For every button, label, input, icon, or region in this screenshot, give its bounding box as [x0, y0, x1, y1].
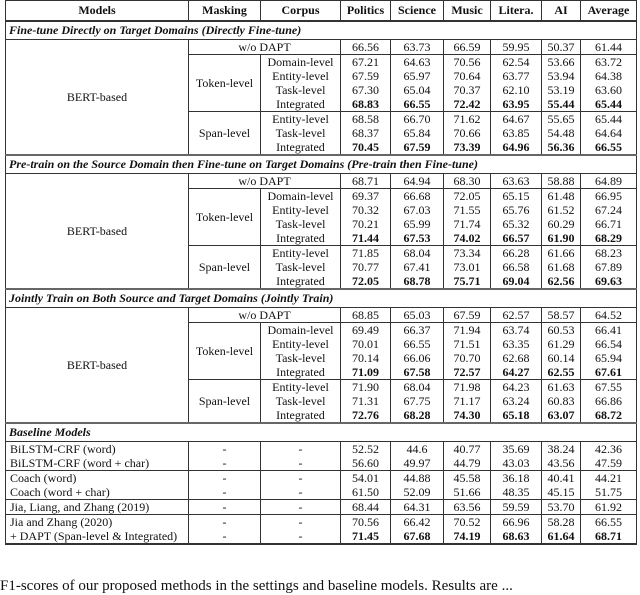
col-header-masking: Masking	[189, 1, 261, 22]
score-cell: 66.55	[581, 140, 637, 155]
score-cell: 68.71	[341, 174, 391, 189]
score-cell: 67.53	[391, 231, 444, 246]
score-cell: 65.84	[391, 126, 444, 140]
score-cell: 69.49	[341, 323, 391, 338]
section-header-row	[6, 289, 637, 308]
section-title: Baseline Models	[6, 423, 637, 442]
table-body	[6, 21, 637, 544]
score-cell: 65.03	[391, 308, 444, 323]
score-cell: 67.55	[581, 380, 637, 395]
score-cell: 63.72	[581, 55, 637, 70]
score-cell: 68.72	[581, 408, 637, 423]
baseline-model-name: Coach (word + char)	[6, 485, 189, 500]
baseline-model-name: Jia, Liang, and Zhang (2019)	[6, 500, 189, 515]
score-cell: 63.73	[391, 40, 444, 55]
masking-label: Span-level	[189, 380, 261, 424]
col-header-litera: Litera.	[491, 1, 542, 22]
score-cell: 66.96	[491, 515, 542, 530]
corpus-label: Entity-level	[261, 112, 341, 127]
score-cell: 65.44	[581, 97, 637, 112]
score-cell: 68.78	[391, 274, 444, 289]
section-header-row	[6, 155, 637, 174]
table-header-row	[6, 1, 637, 22]
score-cell: 47.59	[581, 456, 637, 471]
score-cell: 68.83	[341, 97, 391, 112]
col-header-science: Science	[391, 1, 444, 22]
table-row	[6, 40, 637, 55]
score-cell: 73.39	[444, 140, 491, 155]
score-cell: 58.28	[542, 515, 581, 530]
score-cell: 66.28	[491, 246, 542, 261]
section-header-row	[6, 21, 637, 40]
score-cell: 63.74	[491, 323, 542, 338]
score-cell: 69.63	[581, 274, 637, 289]
score-cell: 53.19	[542, 83, 581, 97]
score-cell: 56.36	[542, 140, 581, 155]
score-cell: 56.60	[341, 456, 391, 471]
score-cell: 67.89	[581, 260, 637, 274]
score-cell: 63.35	[491, 337, 542, 351]
score-cell: 48.35	[491, 485, 542, 500]
score-cell: 68.30	[444, 174, 491, 189]
table-row	[6, 174, 637, 189]
baseline-model-name: Jia and Zhang (2020)	[6, 515, 189, 530]
corpus-label: Integrated	[261, 408, 341, 423]
score-cell: 68.44	[341, 500, 391, 515]
score-cell: 68.37	[341, 126, 391, 140]
baseline-corpus: -	[261, 456, 341, 471]
score-cell: 71.45	[341, 529, 391, 544]
score-cell: 64.94	[391, 174, 444, 189]
score-cell: 69.04	[491, 274, 542, 289]
score-cell: 64.27	[491, 365, 542, 380]
score-cell: 64.38	[581, 69, 637, 83]
corpus-label: Entity-level	[261, 203, 341, 217]
caption-text: F1-scores of our proposed methods in the settings and baseline models. Results are ...	[0, 578, 513, 594]
baseline-corpus: -	[261, 471, 341, 486]
baseline-corpus: -	[261, 515, 341, 530]
model-name: BERT-based	[6, 308, 189, 424]
score-cell: 66.54	[581, 337, 637, 351]
col-header-music: Music	[444, 1, 491, 22]
score-cell: 72.57	[444, 365, 491, 380]
score-cell: 61.92	[581, 500, 637, 515]
score-cell: 65.32	[491, 217, 542, 231]
score-cell: 74.30	[444, 408, 491, 423]
score-cell: 70.56	[444, 55, 491, 70]
corpus-label: Task-level	[261, 126, 341, 140]
score-cell: 52.09	[391, 485, 444, 500]
score-cell: 64.89	[581, 174, 637, 189]
col-header-average: Average	[581, 1, 637, 22]
corpus-label: Domain-level	[261, 55, 341, 70]
score-cell: 67.59	[341, 69, 391, 83]
score-cell: 55.44	[542, 97, 581, 112]
score-cell: 68.85	[341, 308, 391, 323]
score-cell: 68.28	[391, 408, 444, 423]
score-cell: 64.31	[391, 500, 444, 515]
baseline-row	[6, 442, 637, 457]
score-cell: 58.57	[542, 308, 581, 323]
score-cell: 74.19	[444, 529, 491, 544]
score-cell: 71.09	[341, 365, 391, 380]
table-row	[6, 308, 637, 323]
score-cell: 65.44	[581, 112, 637, 127]
score-cell: 66.59	[444, 40, 491, 55]
score-cell: 65.99	[391, 217, 444, 231]
score-cell: 67.03	[391, 203, 444, 217]
score-cell: 66.71	[581, 217, 637, 231]
score-cell: 62.57	[491, 308, 542, 323]
score-cell: 66.37	[391, 323, 444, 338]
col-header-models: Models	[6, 1, 189, 22]
col-header-ai: AI	[542, 1, 581, 22]
masking-label: Token-level	[189, 189, 261, 246]
baseline-model-name: + DAPT (Span-level & Integrated)	[6, 529, 189, 544]
score-cell: 54.01	[341, 471, 391, 486]
score-cell: 35.69	[491, 442, 542, 457]
score-cell: 64.23	[491, 380, 542, 395]
score-cell: 67.59	[444, 308, 491, 323]
score-cell: 64.63	[391, 55, 444, 70]
score-cell: 63.56	[444, 500, 491, 515]
score-cell: 71.51	[444, 337, 491, 351]
corpus-label: Entity-level	[261, 69, 341, 83]
score-cell: 68.63	[491, 529, 542, 544]
score-cell: 66.56	[341, 40, 391, 55]
baseline-masking: -	[189, 500, 261, 515]
score-cell: 60.83	[542, 394, 581, 408]
score-cell: 67.68	[391, 529, 444, 544]
score-cell: 66.58	[491, 260, 542, 274]
baseline-row	[6, 471, 637, 486]
score-cell: 49.97	[391, 456, 444, 471]
baseline-masking: -	[189, 515, 261, 530]
score-cell: 53.70	[542, 500, 581, 515]
score-cell: 66.55	[391, 337, 444, 351]
score-cell: 73.01	[444, 260, 491, 274]
score-cell: 67.41	[391, 260, 444, 274]
corpus-label: Task-level	[261, 83, 341, 97]
corpus-label: Integrated	[261, 140, 341, 155]
score-cell: 68.71	[581, 529, 637, 544]
score-cell: 61.48	[542, 189, 581, 204]
score-cell: 61.44	[581, 40, 637, 55]
score-cell: 51.66	[444, 485, 491, 500]
score-cell: 63.85	[491, 126, 542, 140]
score-cell: 71.94	[444, 323, 491, 338]
score-cell: 38.24	[542, 442, 581, 457]
score-cell: 61.64	[542, 529, 581, 544]
score-cell: 50.37	[542, 40, 581, 55]
score-cell: 66.41	[581, 323, 637, 338]
score-cell: 45.58	[444, 471, 491, 486]
baseline-row	[6, 500, 637, 515]
score-cell: 66.42	[391, 515, 444, 530]
baseline-corpus: -	[261, 442, 341, 457]
score-cell: 40.77	[444, 442, 491, 457]
score-cell: 65.04	[391, 83, 444, 97]
score-cell: 66.70	[391, 112, 444, 127]
section-title: Pre-train on the Source Domain then Fine-tune on Target Domains (Pre-train then Fine-tune)	[6, 155, 637, 174]
score-cell: 55.65	[542, 112, 581, 127]
score-cell: 66.55	[581, 515, 637, 530]
table-caption	[0, 577, 640, 594]
score-cell: 61.50	[341, 485, 391, 500]
wo-dapt-label: w/o DAPT	[189, 40, 341, 55]
score-cell: 72.42	[444, 97, 491, 112]
score-cell: 72.76	[341, 408, 391, 423]
score-cell: 61.66	[542, 246, 581, 261]
score-cell: 71.17	[444, 394, 491, 408]
corpus-label: Integrated	[261, 365, 341, 380]
corpus-label: Integrated	[261, 97, 341, 112]
baseline-row	[6, 485, 637, 500]
score-cell: 63.63	[491, 174, 542, 189]
masking-label: Token-level	[189, 323, 261, 380]
score-cell: 65.15	[491, 189, 542, 204]
score-cell: 71.62	[444, 112, 491, 127]
corpus-label: Domain-level	[261, 323, 341, 338]
score-cell: 40.41	[542, 471, 581, 486]
score-cell: 61.29	[542, 337, 581, 351]
score-cell: 73.34	[444, 246, 491, 261]
score-cell: 67.58	[391, 365, 444, 380]
score-cell: 62.68	[491, 351, 542, 365]
corpus-label: Entity-level	[261, 380, 341, 395]
score-cell: 67.24	[581, 203, 637, 217]
score-cell: 67.75	[391, 394, 444, 408]
col-header-politics: Politics	[341, 1, 391, 22]
score-cell: 62.10	[491, 83, 542, 97]
col-header-corpus: Corpus	[261, 1, 341, 22]
score-cell: 63.95	[491, 97, 542, 112]
wo-dapt-label: w/o DAPT	[189, 308, 341, 323]
score-cell: 71.31	[341, 394, 391, 408]
score-cell: 65.94	[581, 351, 637, 365]
score-cell: 75.71	[444, 274, 491, 289]
score-cell: 70.52	[444, 515, 491, 530]
score-cell: 44.79	[444, 456, 491, 471]
score-cell: 45.15	[542, 485, 581, 500]
corpus-label: Task-level	[261, 260, 341, 274]
score-cell: 62.54	[491, 55, 542, 70]
baseline-row	[6, 529, 637, 544]
score-cell: 64.67	[491, 112, 542, 127]
section-title: Fine-tune Directly on Target Domains (Directly Fine-tune)	[6, 21, 637, 40]
score-cell: 68.23	[581, 246, 637, 261]
score-cell: 63.07	[542, 408, 581, 423]
score-cell: 60.53	[542, 323, 581, 338]
score-cell: 61.52	[542, 203, 581, 217]
baseline-row	[6, 456, 637, 471]
section-header-row	[6, 423, 637, 442]
score-cell: 70.56	[341, 515, 391, 530]
score-cell: 60.14	[542, 351, 581, 365]
score-cell: 66.55	[391, 97, 444, 112]
score-cell: 67.21	[341, 55, 391, 70]
score-cell: 70.77	[341, 260, 391, 274]
score-cell: 61.63	[542, 380, 581, 395]
score-cell: 68.58	[341, 112, 391, 127]
score-cell: 67.61	[581, 365, 637, 380]
score-cell: 69.37	[341, 189, 391, 204]
corpus-label: Entity-level	[261, 337, 341, 351]
baseline-masking: -	[189, 529, 261, 544]
score-cell: 63.24	[491, 394, 542, 408]
score-cell: 68.04	[391, 246, 444, 261]
score-cell: 43.03	[491, 456, 542, 471]
score-cell: 64.52	[581, 308, 637, 323]
corpus-label: Domain-level	[261, 189, 341, 204]
score-cell: 62.55	[542, 365, 581, 380]
baseline-corpus: -	[261, 485, 341, 500]
score-cell: 44.6	[391, 442, 444, 457]
results-table	[5, 0, 637, 545]
score-cell: 70.70	[444, 351, 491, 365]
score-cell: 64.64	[581, 126, 637, 140]
model-name: BERT-based	[6, 40, 189, 156]
baseline-model-name: BiLSTM-CRF (word)	[6, 442, 189, 457]
score-cell: 44.88	[391, 471, 444, 486]
corpus-label: Integrated	[261, 231, 341, 246]
score-cell: 70.45	[341, 140, 391, 155]
corpus-label: Task-level	[261, 217, 341, 231]
baseline-row	[6, 515, 637, 530]
score-cell: 44.21	[581, 471, 637, 486]
corpus-label: Task-level	[261, 394, 341, 408]
score-cell: 43.56	[542, 456, 581, 471]
score-cell: 72.05	[444, 189, 491, 204]
score-cell: 68.29	[581, 231, 637, 246]
masking-label: Token-level	[189, 55, 261, 112]
score-cell: 53.94	[542, 69, 581, 83]
score-cell: 66.86	[581, 394, 637, 408]
score-cell: 68.04	[391, 380, 444, 395]
score-cell: 71.98	[444, 380, 491, 395]
score-cell: 52.52	[341, 442, 391, 457]
score-cell: 66.68	[391, 189, 444, 204]
score-cell: 51.75	[581, 485, 637, 500]
score-cell: 70.37	[444, 83, 491, 97]
corpus-label: Task-level	[261, 351, 341, 365]
score-cell: 64.96	[491, 140, 542, 155]
corpus-label: Integrated	[261, 274, 341, 289]
score-cell: 62.56	[542, 274, 581, 289]
masking-label: Span-level	[189, 112, 261, 156]
score-cell: 61.90	[542, 231, 581, 246]
baseline-masking: -	[189, 442, 261, 457]
score-cell: 66.57	[491, 231, 542, 246]
score-cell: 74.02	[444, 231, 491, 246]
score-cell: 71.44	[341, 231, 391, 246]
score-cell: 70.32	[341, 203, 391, 217]
score-cell: 71.74	[444, 217, 491, 231]
score-cell: 53.66	[542, 55, 581, 70]
score-cell: 65.18	[491, 408, 542, 423]
score-cell: 70.64	[444, 69, 491, 83]
score-cell: 70.21	[341, 217, 391, 231]
score-cell: 59.59	[491, 500, 542, 515]
score-cell: 58.88	[542, 174, 581, 189]
score-cell: 36.18	[491, 471, 542, 486]
score-cell: 66.95	[581, 189, 637, 204]
score-cell: 71.85	[341, 246, 391, 261]
score-cell: 70.14	[341, 351, 391, 365]
score-cell: 71.90	[341, 380, 391, 395]
corpus-label: Entity-level	[261, 246, 341, 261]
baseline-corpus: -	[261, 500, 341, 515]
baseline-masking: -	[189, 471, 261, 486]
model-name: BERT-based	[6, 174, 189, 290]
baseline-masking: -	[189, 485, 261, 500]
score-cell: 70.66	[444, 126, 491, 140]
masking-label: Span-level	[189, 246, 261, 290]
score-cell: 61.68	[542, 260, 581, 274]
baseline-corpus: -	[261, 529, 341, 544]
score-cell: 65.76	[491, 203, 542, 217]
score-cell: 42.36	[581, 442, 637, 457]
score-cell: 67.59	[391, 140, 444, 155]
baseline-masking: -	[189, 456, 261, 471]
score-cell: 63.77	[491, 69, 542, 83]
score-cell: 59.95	[491, 40, 542, 55]
score-cell: 60.29	[542, 217, 581, 231]
score-cell: 72.05	[341, 274, 391, 289]
section-title: Jointly Train on Both Source and Target Domains (Jointly Train)	[6, 289, 637, 308]
score-cell: 63.60	[581, 83, 637, 97]
wo-dapt-label: w/o DAPT	[189, 174, 341, 189]
score-cell: 66.06	[391, 351, 444, 365]
score-cell: 70.01	[341, 337, 391, 351]
score-cell: 54.48	[542, 126, 581, 140]
baseline-model-name: BiLSTM-CRF (word + char)	[6, 456, 189, 471]
score-cell: 71.55	[444, 203, 491, 217]
baseline-model-name: Coach (word)	[6, 471, 189, 486]
score-cell: 67.30	[341, 83, 391, 97]
score-cell: 65.97	[391, 69, 444, 83]
